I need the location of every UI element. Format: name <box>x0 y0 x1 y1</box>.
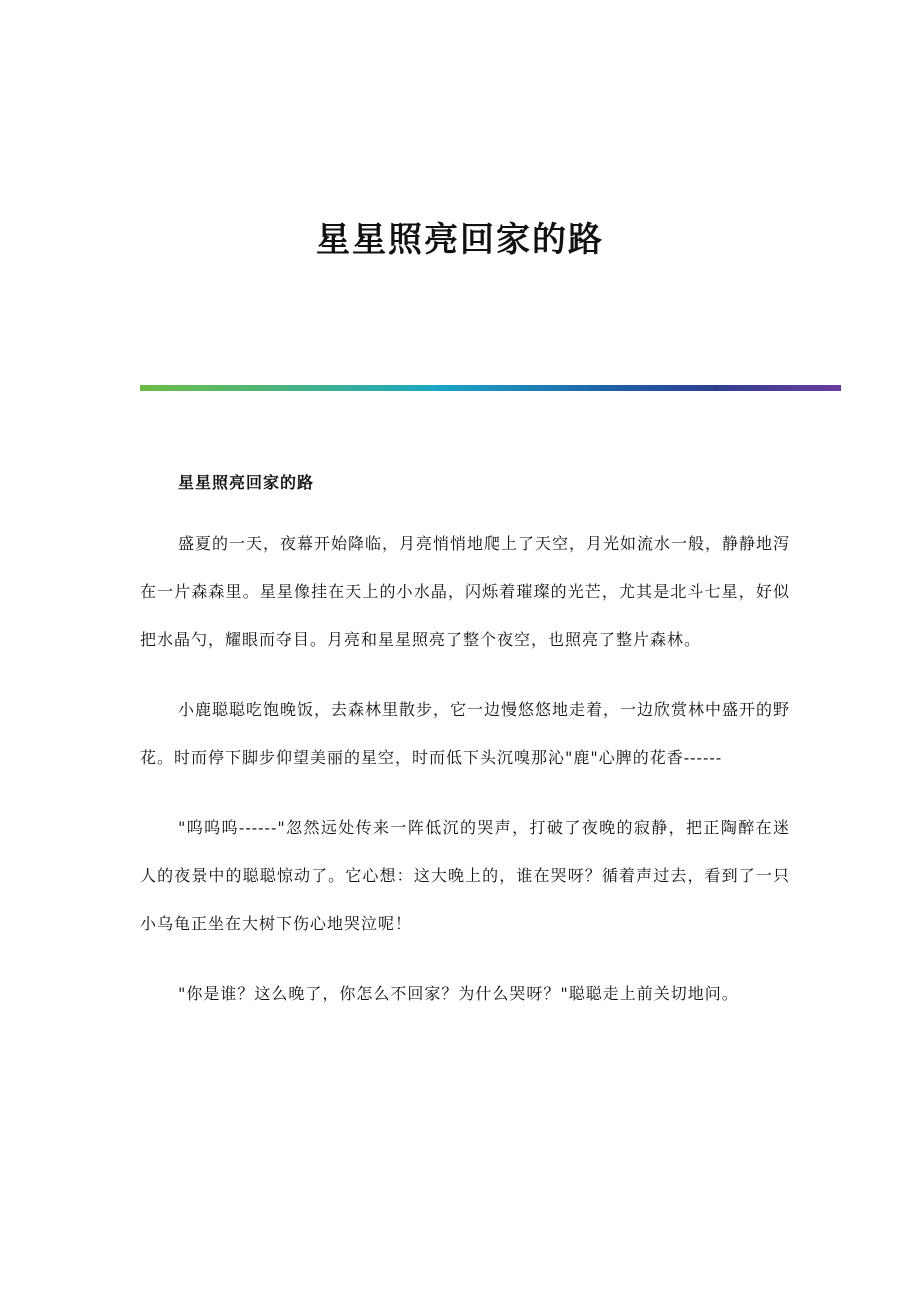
section-heading: 星星照亮回家的路 <box>178 473 315 492</box>
page-title: 星星照亮回家的路 <box>316 220 604 260</box>
paragraph-2: 小鹿聪聪吃饱晚饭，去森林里散步，它一边慢悠悠地走着，一边欣赏林中盛开的野花。时而停下脚步仰望美丽的星空，时而低下头沉嗅那沁"鹿"心脾的花香------ <box>140 700 791 767</box>
paragraph-3: "呜呜呜------"忽然远处传来一阵低沉的哭声，打破了夜晚的寂静，把正陶醉在迷人的夜景中的聪聪惊动了。它心想：这大晚上的，谁在哭呀？循着声过去，看到了一只小乌龟正坐在大树下伤心地哭泣呢！ <box>140 818 790 933</box>
document-body <box>140 468 790 1040</box>
paragraph-4: "你是谁？这么晚了，你怎么不回家？为什么哭呀？"聪聪走上前关切地问。 <box>178 984 739 1003</box>
gradient-divider <box>140 385 841 391</box>
paragraph-1: 盛夏的一天，夜幕开始降临，月亮悄悄地爬上了天空，月光如流水一般，静静地泻在一片森森里。星星像挂在天上的小水晶，闪烁着璀璨的光芒，尤其是北斗七星，好似把水晶勺，耀眼而夺目。月亮和星星照亮了整个夜空，也照亮了整片森林。 <box>140 534 791 649</box>
